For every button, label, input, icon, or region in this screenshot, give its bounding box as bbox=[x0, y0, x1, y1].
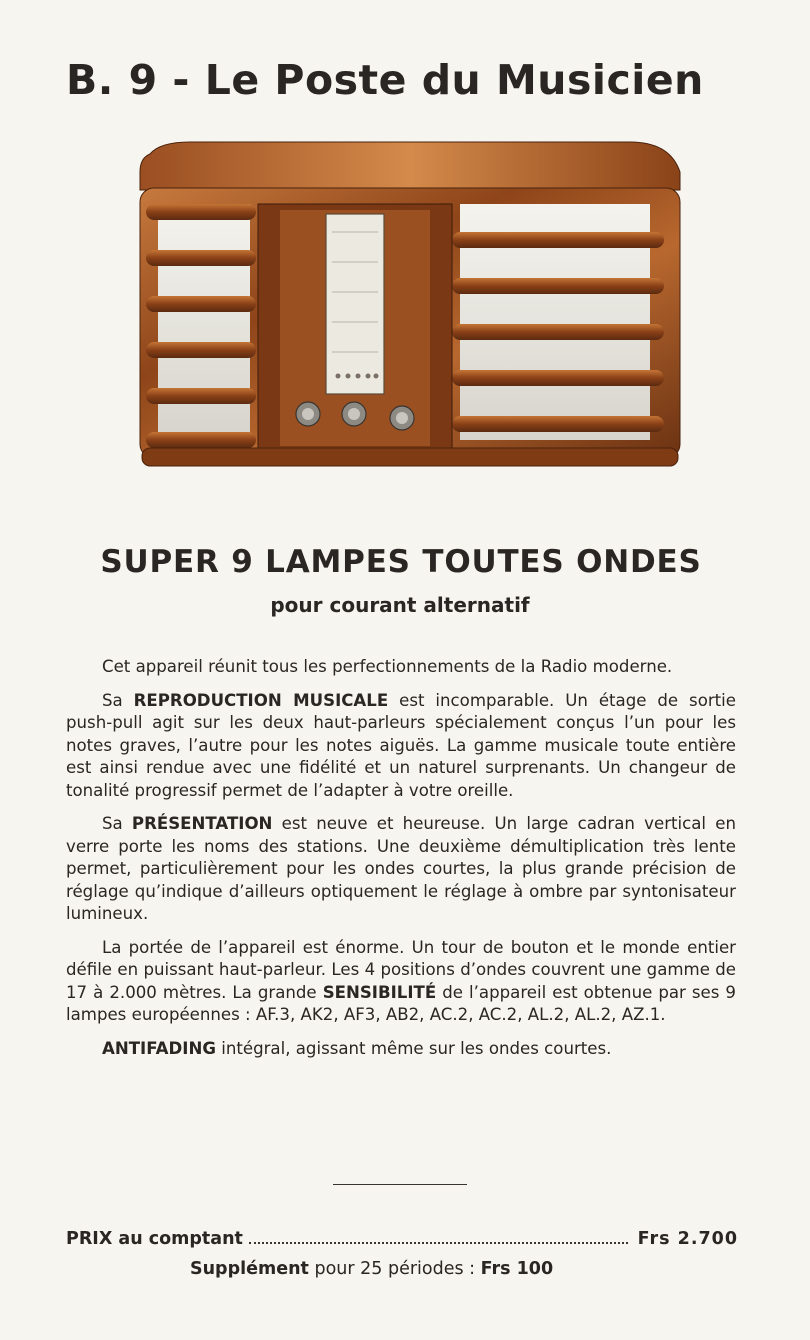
paragraph-5-text: intégral, agissant même sur les ondes courtes. bbox=[215, 1039, 612, 1059]
paragraph-5 bbox=[66, 1038, 736, 1060]
paragraph-2 bbox=[66, 690, 736, 802]
page-title: B. 9 - Le Poste du Musicien bbox=[66, 56, 704, 104]
presentation-heading: PRÉSENTATION bbox=[131, 814, 273, 834]
sensibilite-heading: SENSIBILITÉ bbox=[322, 982, 437, 1002]
paragraph-4-text: de l’appareil est obtenue par ses 9 lampes européennes : AF.3, AK2, AF3, AB2, AC.2, AC.2, AL.2, AL.2, AZ.1. bbox=[66, 982, 736, 1025]
supplement-label: Supplément bbox=[190, 1259, 309, 1279]
price-amount: Frs 2.700 bbox=[637, 1229, 738, 1249]
antifading-heading: ANTIFADING bbox=[102, 1039, 216, 1059]
paragraph-4 bbox=[66, 937, 736, 1027]
supplement-row bbox=[190, 1256, 690, 1282]
headline: SUPER 9 LAMPES TOUTES ONDES bbox=[100, 544, 702, 580]
paragraph-1: Cet appareil réunit tous les perfectionnements de la Radio moderne. bbox=[102, 657, 673, 676]
price-label: PRIX au comptant bbox=[66, 1229, 243, 1249]
description bbox=[66, 656, 736, 1072]
paragraph-2-text: est incomparable. Un étage de sortie push-pull agit sur les deux haut-parleurs spécialement conçus l’un pour les notes graves, l’autre pour les notes aiguës. La gamme musicale toute entière est ainsi rendue avec une fidélité et un naturel surprenants. Un changeur de tonalité progressif permet de l’adapter à votre oreille. bbox=[66, 690, 736, 800]
subheadline: pour courant alternatif bbox=[270, 593, 530, 617]
paragraph-4-prefix: La portée de l’appareil est énorme. Un tour de bouton et le monde entier défile en puissant haut-parleur. Les 4 positions d’ondes couvrent une gamme de 17 à 2.000 mètres. La grande bbox=[66, 937, 736, 1002]
reproduction-heading: REPRODUCTION MUSICALE bbox=[133, 690, 389, 710]
price-row bbox=[66, 1226, 738, 1252]
paragraph-3-prefix: Sa bbox=[102, 814, 132, 834]
price-leader-dots bbox=[249, 1242, 628, 1244]
radio-cabinet-icon bbox=[130, 132, 690, 492]
paragraph-3 bbox=[66, 813, 736, 925]
paragraph-3-text: est neuve et heureuse. Un large cadran vertical en verre porte les noms des stations. Une deuxième démultiplication très lente permet, particulièrement pour les ondes courtes, la plus grande précision de réglage qu’indique d’ailleurs optiquement le réglage à ombre par syntonisateur lumineux. bbox=[66, 814, 736, 924]
radio-illustration bbox=[130, 132, 690, 492]
supplement-text: pour 25 périodes : bbox=[308, 1259, 481, 1279]
supplement-amount: Frs 100 bbox=[480, 1259, 554, 1279]
divider bbox=[333, 1184, 467, 1185]
paragraph-2-prefix: Sa bbox=[102, 690, 134, 710]
